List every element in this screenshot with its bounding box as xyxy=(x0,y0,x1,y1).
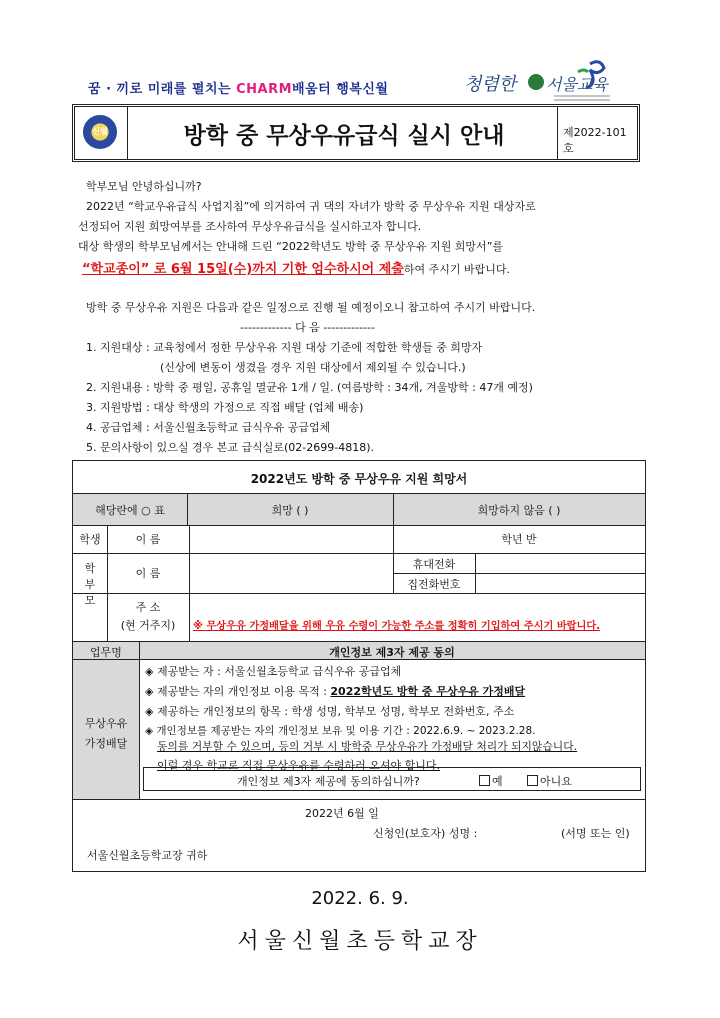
hope-option[interactable]: 희망 ( ) xyxy=(271,504,309,517)
parent-label: 학부모 xyxy=(84,562,96,607)
addressee: 서울신월초등학교장 귀하 xyxy=(87,849,208,862)
mobile-field[interactable] xyxy=(476,555,644,572)
no-hope-option[interactable]: 희망하지 않음 ( ) xyxy=(477,504,561,517)
application-date: 2022년 6월 일 xyxy=(305,807,379,820)
business-name-label: 업무명 xyxy=(90,646,122,659)
item-2: 2. 지원내용 : 방학 중 평일, 공휴일 멸균유 1개 / 일. (여름방학 : 34개, 겨울방학 : 47개 예정) xyxy=(86,381,533,394)
svg-text:서울교육: 서울교육 xyxy=(546,75,608,94)
consent-yes-option[interactable]: 예 xyxy=(479,773,503,789)
business-name-1: 무상우유 xyxy=(84,717,128,730)
address-warning: ※ 무상우유 가정배달을 위해 우유 수령이 가능한 주소를 정확히 기입하여 주시기 바랍니다. xyxy=(193,621,601,632)
home-phone-field[interactable] xyxy=(476,575,644,592)
home-phone-label: 집전화번호 xyxy=(407,578,461,591)
paragraph-3: 대상 학생의 학부모님께서는 안내해 드린 “2022학년도 방학 중 무상우유 지원 희망서”를 xyxy=(78,240,504,253)
consent-question: 개인정보 제3자 제공에 동의하십니까? xyxy=(237,775,420,788)
greeting: 학부모님 안녕하십니까? xyxy=(86,180,202,193)
parent-name-label: 이 름 xyxy=(135,567,161,580)
consent-refusal-note: 이럴 경우 학교로 직접 무상우유를 수령하러 오셔야 합니다. xyxy=(157,759,440,772)
parent-name-field[interactable] xyxy=(189,555,393,591)
student-name-label: 이 름 xyxy=(135,533,161,546)
consent-period: ◈ 개인정보를 제공받는 자의 개인정보 보유 및 이용 기간 : 2022.6.9. ~ 2023.2.28. xyxy=(145,725,536,737)
address-label: 주 소 xyxy=(135,601,161,614)
privacy-consent-title: 개인정보 제3자 제공 동의 xyxy=(329,646,455,659)
business-name-2: 가정배달 xyxy=(84,737,128,750)
item-1: 1. 지원대상 : 교육청에서 정한 무상우유 지원 대상 기준에 적합한 학생들 중 희망자 xyxy=(86,341,483,354)
checkbox-icon[interactable] xyxy=(527,775,538,786)
checkbox-icon[interactable] xyxy=(479,775,490,786)
school-slogan: 꿈 · 끼로 미래를 펼치는 CHARM배움터 행복신월 xyxy=(88,82,389,97)
issue-date: 2022. 6. 9. xyxy=(311,888,409,909)
school-seal-icon: 신월 xyxy=(83,115,117,149)
signer-label: 신청인(보호자) 성명 : xyxy=(373,827,478,840)
form-title: 2022년도 방학 중 무상우유 지원 희망서 xyxy=(250,472,468,486)
seoul-education-logo xyxy=(462,58,612,102)
mark-instruction: 해당란에 ○ 표 xyxy=(95,504,165,517)
student-label: 학생 xyxy=(79,533,101,546)
consent-purpose: ◈ 제공받는 자의 개인정보 이용 목적 : 2022학년도 방학 중 무상우유 가정배달 xyxy=(145,685,526,698)
paragraph-5: 방학 중 무상우유 지원은 다음과 같은 일정으로 진행 될 예정이오니 참고하여 주시기 바랍니다. xyxy=(86,301,536,314)
item-3: 3. 지원방법 : 대상 학생의 가정으로 직접 배달 (업체 배송) xyxy=(86,401,364,414)
signature-hint: (서명 또는 인) xyxy=(561,827,630,840)
address-sublabel: (현 거주지) xyxy=(120,619,176,632)
school-principal: 서울신월초등학교장 xyxy=(237,929,483,954)
document-title: 방학 중 무상우유급식 실시 안내 xyxy=(183,123,505,149)
item-5: 5. 문의사항이 있으실 경우 본교 급식실로(02-2699-4818). xyxy=(86,441,374,454)
consent-refusal: 동의를 거부할 수 있으며, 등의 거부 시 방학중 무상우유가 가정배달 처리가 되지않습니다. xyxy=(157,740,578,753)
application-form xyxy=(72,460,646,872)
divider-text: ------------- 다 음 ------------- xyxy=(240,321,375,334)
paragraph-1: 2022년 “학교우유급식 사업지침”에 의거하여 귀 댁의 자녀가 방학 중 무상우유 지원 대상자로 xyxy=(86,200,536,213)
paragraph-4: “학교종이” 로 6월 15일(수)까지 기한 엄수하시어 제출하여 주시기 바랍니다. xyxy=(82,262,510,277)
grade-class-field[interactable]: 학년 반 xyxy=(501,533,537,546)
paragraph-2: 선정되어 지원 희망여부를 조사하여 무상우유급식을 실시하고자 합니다. xyxy=(78,220,422,233)
mobile-label: 휴대전화 xyxy=(412,558,456,571)
item-1-note: (신상에 변동이 생겼을 경우 지원 대상에서 제외될 수 있습니다.) xyxy=(160,361,466,374)
svg-text:청렴한: 청렴한 xyxy=(464,74,517,95)
consent-no-option[interactable]: 아니요 xyxy=(527,773,572,789)
student-name-field[interactable] xyxy=(189,527,393,551)
item-4: 4. 공급업체 : 서울신월초등학교 급식우유 공급업체 xyxy=(86,421,331,434)
consent-items: ◈ 제공하는 개인정보의 항목 : 학생 성명, 학부모 성명, 학부모 전화번호, 주소 xyxy=(145,705,515,718)
document-number: 제2022-101호 xyxy=(563,126,627,155)
consent-recipient: ◈ 제공받는 자 : 서울신월초등학교 급식우유 공급업체 xyxy=(145,665,402,678)
title-box xyxy=(72,104,640,162)
